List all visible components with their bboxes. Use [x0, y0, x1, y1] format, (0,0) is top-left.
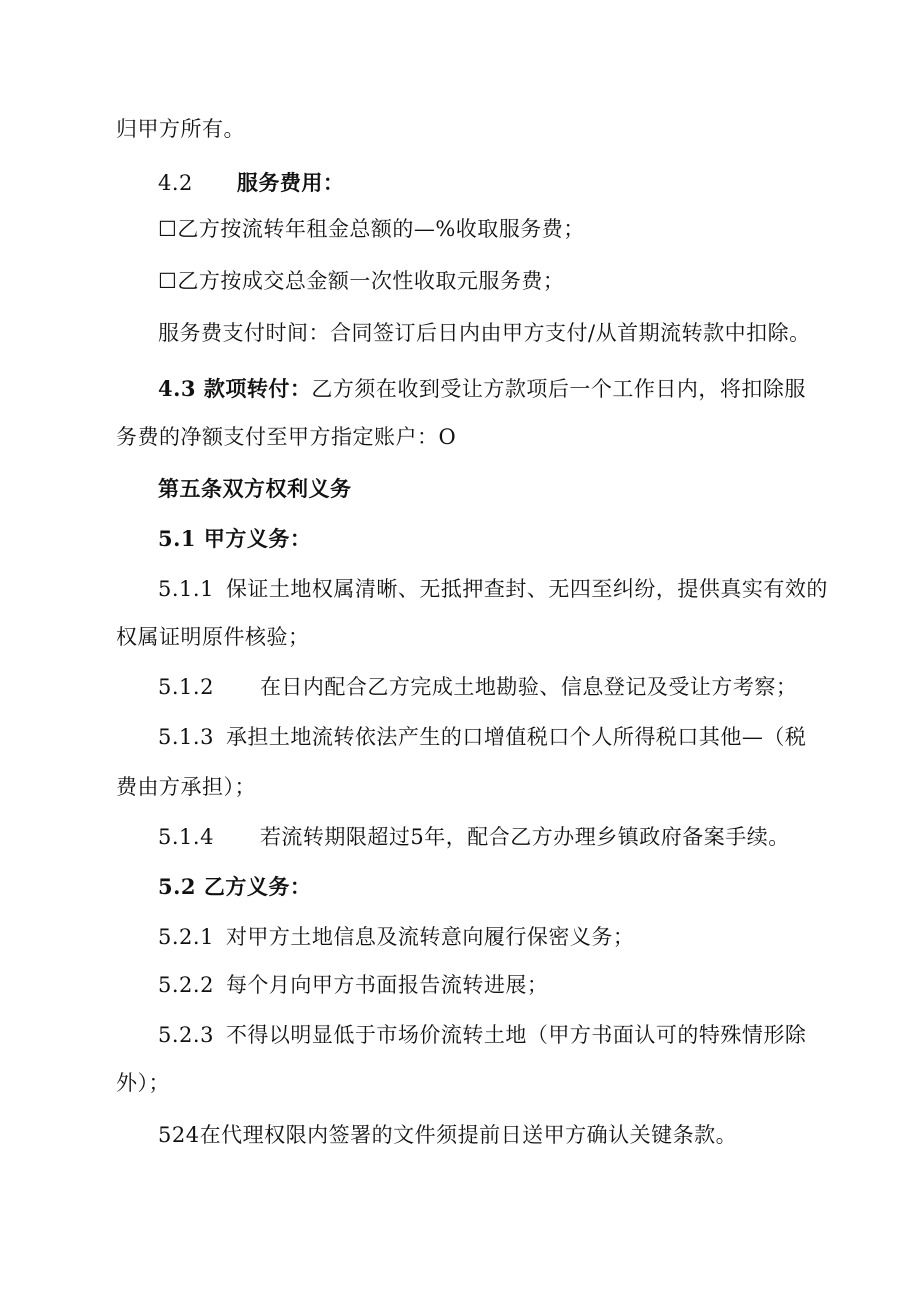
clause-number: 5.2.2: [158, 973, 214, 997]
text-line: 不得以明显低于市场价流转土地（甲方书面认可的特殊情形除: [225, 1023, 807, 1047]
text-line: 费由方承担）；: [116, 775, 256, 799]
checkbox-option-percent: [158, 214, 585, 244]
section-5-1-heading: [158, 524, 311, 554]
clause-5-2-1: [158, 922, 634, 952]
clause-number: 5.2.1: [158, 925, 214, 949]
text-line: ☐乙方按流转年租金总额的—%收取服务费；: [158, 217, 585, 241]
clause-number: 5.1.2: [158, 675, 214, 699]
text-line: 归甲方所有。: [116, 117, 245, 141]
text-line: 服务费支付时间：合同签订后日内由甲方支付/从首期流转款中扣除。: [158, 321, 811, 345]
text-line: 务费的净额支付至甲方指定账户：O: [116, 425, 457, 449]
clause-number: 5.1.3: [158, 725, 214, 749]
clause-5-1-1: [158, 574, 828, 604]
text-line: 524在代理权限内签署的文件须提前日送甲方确认关键条款。: [158, 1123, 738, 1147]
section-number: 4.2: [158, 171, 193, 195]
clause-5-2-4: [158, 1120, 737, 1150]
paragraph-continuation: [116, 114, 245, 144]
text-line: 在日内配合乙方完成土地勘验、信息登记及受让方考察；: [259, 675, 798, 699]
clause-number: 5.2.3: [158, 1023, 214, 1047]
text-line: 权属证明原件核验；: [116, 625, 310, 649]
text-line: 保证土地权属清晰、无抵押查封、无四至纠纷，提供真实有效的: [225, 577, 828, 601]
article-title: 第五条双方权利义务: [158, 476, 352, 501]
paragraph-continuation: [116, 422, 456, 452]
clause-number: 5.1.1: [158, 577, 214, 601]
text-line: 若流转期限超过5年，配合乙方办理乡镇政府备案手续。: [259, 825, 790, 849]
section-5-2-heading: [158, 872, 311, 902]
clause-5-1-2: [158, 672, 797, 702]
text-line: 承担土地流转依法产生的口增值税口个人所得税口其他—（税: [225, 725, 807, 749]
clause-5-2-2: [158, 970, 548, 1000]
article-5-heading: [158, 474, 352, 504]
paragraph-continuation: [116, 622, 310, 652]
text-line: 外）；: [116, 1071, 170, 1095]
clause-5-2-3: [158, 1020, 806, 1050]
paragraph-continuation: [116, 1068, 170, 1098]
text-line: ☐乙方按成交总金额一次性收取元服务费；: [158, 269, 565, 293]
clause-5-1-3: [158, 722, 806, 752]
section-title: 5.2 乙方义务：: [158, 874, 312, 899]
section-4-2-heading: [158, 168, 344, 198]
text-line: 对甲方土地信息及流转意向履行保密义务；: [225, 925, 635, 949]
section-title: 4.3 款项转付：: [158, 376, 312, 401]
section-title: 5.1 甲方义务：: [158, 526, 312, 551]
paragraph-continuation: [116, 772, 256, 802]
clause-5-1-4: [158, 822, 790, 852]
text-line: 乙方须在收到受让方款项后一个工作日内，将扣除服: [311, 377, 806, 401]
section-title: 服务费用：: [236, 170, 345, 195]
section-4-3-clause: [158, 374, 806, 404]
checkbox-option-lump-sum: [158, 266, 564, 296]
clause-number: 5.1.4: [158, 825, 214, 849]
payment-time-clause: [158, 318, 811, 348]
text-line: 每个月向甲方书面报告流转进展；: [225, 973, 549, 997]
